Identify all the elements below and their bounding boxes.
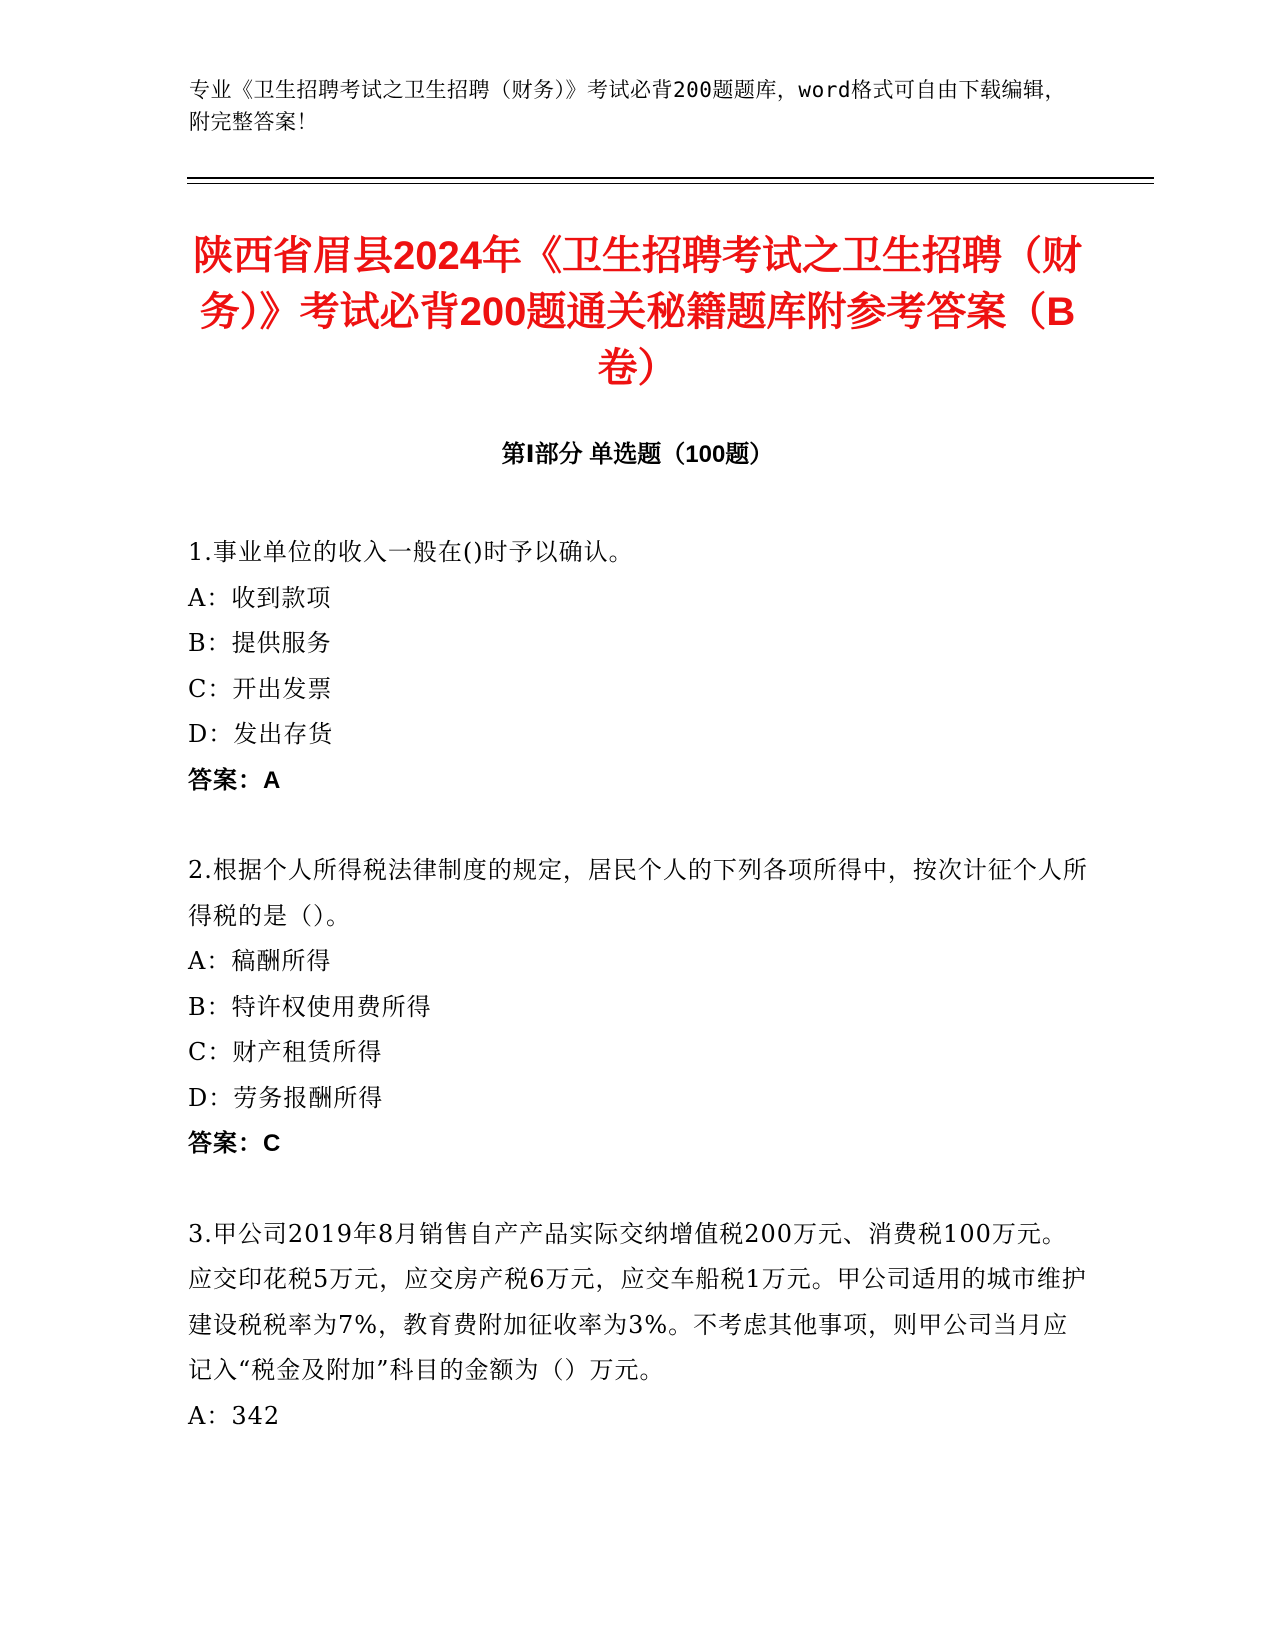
question-option-a: A：收到款项 (188, 583, 332, 612)
section-title: 第Ⅰ部分 单选题（100题） (501, 441, 774, 468)
header-note: 专业《卫生招聘考试之卫生招聘（财务）》考试必背200题题库，word格式可自由下载编辑，附完整答案！ (189, 78, 1066, 134)
question-option-c: C：开出发票 (188, 674, 333, 703)
header-divider-thick (187, 177, 1154, 179)
question-item-3 (188, 1212, 1088, 1440)
question-stem: 2.根据个人所得税法律制度的规定，居民个人的下列各项所得中，按次计征个人所得税的是（）。 (188, 856, 1088, 930)
question-spacer (188, 803, 1088, 848)
question-option-a: A：342 (188, 1401, 281, 1430)
question-item-2 (188, 848, 1088, 1167)
question-option-b: B：提供服务 (188, 629, 332, 657)
question-item-1 (188, 530, 1088, 803)
question-answer: 答案：A (188, 766, 282, 794)
question-option-d: D：发出存货 (188, 720, 334, 748)
question-option-d: D：劳务报酬所得 (188, 1083, 384, 1112)
question-answer: 答案：C (188, 1130, 282, 1157)
question-list (188, 530, 1088, 1439)
question-option-b: B：特许权使用费所得 (188, 992, 432, 1021)
question-spacer (188, 1167, 1088, 1212)
question-option-c: C：财产租赁所得 (188, 1038, 383, 1066)
question-option-a: A：稿酬所得 (188, 947, 332, 975)
question-stem: 3.甲公司2019年8月销售自产产品实际交纳增值税200万元、消费税100万元。应交印花税5万元，应交房产税6万元，应交车船税1万元。甲公司适用的城市维护建设税税率为7%，教育费附加征收率为3%。不考虑其他事项，则甲公司当月应记入“税金及附加”科目的金额为（）万元。 (188, 1219, 1087, 1384)
document-title: 陕西省眉县2024年《卫生招聘考试之卫生招聘（财务）》考试必背200题通关秘籍题库附参考答案（B卷） (193, 234, 1082, 390)
header-divider-thin (187, 183, 1154, 184)
question-stem: 1.事业单位的收入一般在()时予以确认。 (188, 538, 634, 566)
